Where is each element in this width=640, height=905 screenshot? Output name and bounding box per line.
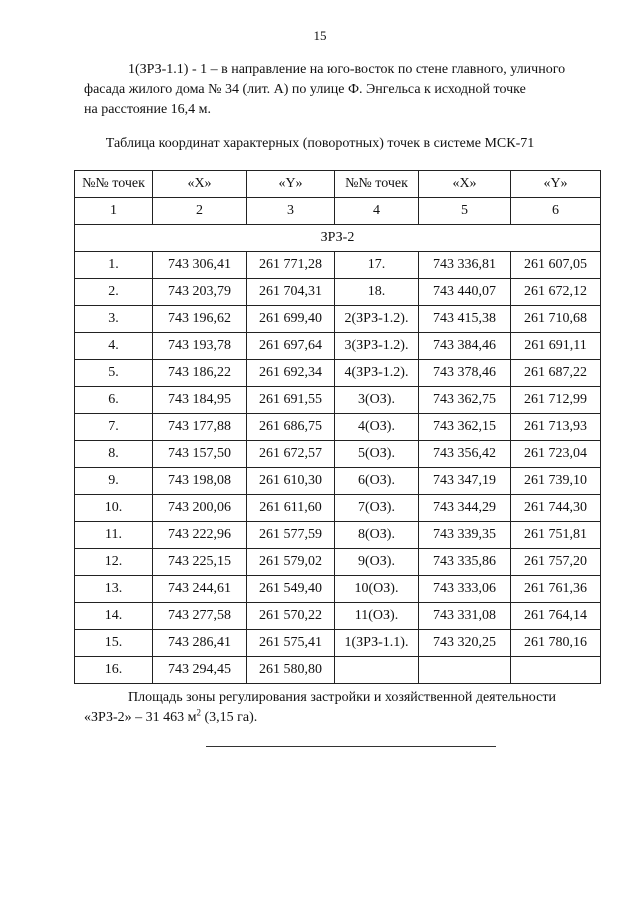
table-cell: 2(ЗРЗ-1.2). [335, 306, 419, 333]
table-cell: 743 344,29 [419, 495, 511, 522]
intro-line-3: на расстояние 16,4 м. [84, 102, 212, 117]
table-cell: 743 320,25 [419, 630, 511, 657]
table-row [75, 468, 601, 495]
column-number-cell: 5 [419, 198, 511, 225]
table-cell: 261 686,75 [247, 414, 335, 441]
intro-line-1: 1(ЗРЗ-1.1) - 1 – в направление на юго-восток по стене главного, уличного [128, 62, 566, 77]
table-cell: 743 157,50 [153, 441, 247, 468]
table-cell: 743 222,96 [153, 522, 247, 549]
table-row [75, 549, 601, 576]
table-cell: 15. [75, 630, 153, 657]
zone-label-row [75, 225, 601, 252]
table-cell: 8. [75, 441, 153, 468]
table-cell: 3. [75, 306, 153, 333]
table-row [75, 603, 601, 630]
table-cell: 3(ЗРЗ-1.2). [335, 333, 419, 360]
table-cell: 261 713,93 [511, 414, 601, 441]
table-cell: 12. [75, 549, 153, 576]
intro-paragraph [84, 60, 590, 120]
header-cell: «X» [419, 171, 511, 198]
table-cell [335, 657, 419, 684]
header-cell: «Y» [511, 171, 601, 198]
table-caption: Таблица координат характерных (поворотных) точек в системе МСК-71 [105, 136, 535, 151]
table-cell: 261 699,40 [247, 306, 335, 333]
table-cell: 743 331,08 [419, 603, 511, 630]
table-cell: 261 780,16 [511, 630, 601, 657]
table-cell: 261 577,59 [247, 522, 335, 549]
table-cell: 743 384,46 [419, 333, 511, 360]
table-cell: 4. [75, 333, 153, 360]
table-row [75, 657, 601, 684]
table-cell: 743 277,58 [153, 603, 247, 630]
table-cell: 261 570,22 [247, 603, 335, 630]
table-cell: 743 347,19 [419, 468, 511, 495]
table-cell: 14. [75, 603, 153, 630]
header-cell: №№ точек [335, 171, 419, 198]
column-number-cell: 2 [153, 198, 247, 225]
table-row [75, 387, 601, 414]
table-cell: 261 704,31 [247, 279, 335, 306]
area-line-2 [84, 708, 590, 728]
table-cell: 743 333,06 [419, 576, 511, 603]
table-row [75, 360, 601, 387]
table-cell: 17. [335, 252, 419, 279]
table-cell: 261 611,60 [247, 495, 335, 522]
column-number-row [75, 198, 601, 225]
table-cell [419, 657, 511, 684]
table-row [75, 306, 601, 333]
table-cell: 743 286,41 [153, 630, 247, 657]
table-cell: 10(ОЗ). [335, 576, 419, 603]
header-cell: «X» [153, 171, 247, 198]
header-cell: №№ точек [75, 171, 153, 198]
table-row [75, 630, 601, 657]
table-cell: 16. [75, 657, 153, 684]
intro-line-2: фасада жилого дома № 34 (лит. А) по улице Ф. Энгельса к исходной точке [84, 82, 526, 97]
table-cell: 261 692,34 [247, 360, 335, 387]
table-cell: 743 362,15 [419, 414, 511, 441]
coordinates-table [74, 170, 601, 684]
table-cell: 261 723,04 [511, 441, 601, 468]
table-cell: 261 744,30 [511, 495, 601, 522]
column-number-cell: 1 [75, 198, 153, 225]
table-cell: 743 203,79 [153, 279, 247, 306]
table-cell: 10. [75, 495, 153, 522]
table-cell: 743 177,88 [153, 414, 247, 441]
table-cell: 743 294,45 [153, 657, 247, 684]
table-cell: 13. [75, 576, 153, 603]
table-cell: 743 415,38 [419, 306, 511, 333]
table-cell: 261 771,28 [247, 252, 335, 279]
table-row [75, 495, 601, 522]
table-cell: 261 697,64 [247, 333, 335, 360]
table-cell: 4(ОЗ). [335, 414, 419, 441]
table-cell: 743 244,61 [153, 576, 247, 603]
table-row [75, 522, 601, 549]
table-cell: 261 757,20 [511, 549, 601, 576]
table-cell: 261 710,68 [511, 306, 601, 333]
area-hectares: (3,15 га). [201, 710, 258, 725]
table-cell: 261 691,11 [511, 333, 601, 360]
table-cell: 743 339,35 [419, 522, 511, 549]
table-cell: 1. [75, 252, 153, 279]
area-value: «ЗРЗ-2» – 31 463 м [84, 710, 197, 725]
table-cell: 261 575,41 [247, 630, 335, 657]
area-unit-exponent: 2 [196, 707, 202, 718]
table-cell: 261 751,81 [511, 522, 601, 549]
column-number-cell: 6 [511, 198, 601, 225]
table-cell: 743 198,08 [153, 468, 247, 495]
table-cell: 9(ОЗ). [335, 549, 419, 576]
table-cell: 6. [75, 387, 153, 414]
table-cell: 3(ОЗ). [335, 387, 419, 414]
table-row [75, 576, 601, 603]
table-header-row [75, 171, 601, 198]
table-cell: 743 440,07 [419, 279, 511, 306]
table-cell: 4(ЗРЗ-1.2). [335, 360, 419, 387]
table-cell: 261 687,22 [511, 360, 601, 387]
table-cell: 743 196,62 [153, 306, 247, 333]
table-cell: 11. [75, 522, 153, 549]
table-row [75, 333, 601, 360]
table-cell: 743 184,95 [153, 387, 247, 414]
table-cell: 1(ЗРЗ-1.1). [335, 630, 419, 657]
table-cell: 261 739,10 [511, 468, 601, 495]
table-cell: 18. [335, 279, 419, 306]
table-cell: 743 362,75 [419, 387, 511, 414]
column-number-cell: 4 [335, 198, 419, 225]
table-cell: 6(ОЗ). [335, 468, 419, 495]
table-cell: 261 579,02 [247, 549, 335, 576]
table-cell: 7(ОЗ). [335, 495, 419, 522]
table-cell: 261 691,55 [247, 387, 335, 414]
page-number: 15 [313, 28, 327, 43]
table-row [75, 414, 601, 441]
table-cell: 743 306,41 [153, 252, 247, 279]
table-cell: 261 672,12 [511, 279, 601, 306]
table-cell: 261 672,57 [247, 441, 335, 468]
table-cell: 8(ОЗ). [335, 522, 419, 549]
table-cell [511, 657, 601, 684]
table-cell: 261 712,99 [511, 387, 601, 414]
table-row [75, 252, 601, 279]
table-cell: 261 607,05 [511, 252, 601, 279]
zone-label: ЗРЗ-2 [75, 225, 601, 252]
table-cell: 743 200,06 [153, 495, 247, 522]
header-cell: «Y» [247, 171, 335, 198]
table-cell: 743 186,22 [153, 360, 247, 387]
table-cell: 743 335,86 [419, 549, 511, 576]
table-cell: 5. [75, 360, 153, 387]
separator-line [206, 746, 496, 747]
table-row [75, 441, 601, 468]
table-cell: 5(ОЗ). [335, 441, 419, 468]
table-cell: 261 549,40 [247, 576, 335, 603]
table-cell: 743 378,46 [419, 360, 511, 387]
table-cell: 261 580,80 [247, 657, 335, 684]
table-cell: 261 610,30 [247, 468, 335, 495]
table-cell: 11(ОЗ). [335, 603, 419, 630]
table-cell: 2. [75, 279, 153, 306]
column-number-cell: 3 [247, 198, 335, 225]
area-statement [84, 688, 590, 728]
table-row [75, 279, 601, 306]
table-cell: 7. [75, 414, 153, 441]
table-cell: 9. [75, 468, 153, 495]
area-line-1: Площадь зоны регулирования застройки и хозяйственной деятельности [128, 690, 556, 705]
table-cell: 743 193,78 [153, 333, 247, 360]
table-cell: 743 356,42 [419, 441, 511, 468]
table-cell: 261 764,14 [511, 603, 601, 630]
table-cell: 743 225,15 [153, 549, 247, 576]
table-cell: 743 336,81 [419, 252, 511, 279]
table-cell: 261 761,36 [511, 576, 601, 603]
